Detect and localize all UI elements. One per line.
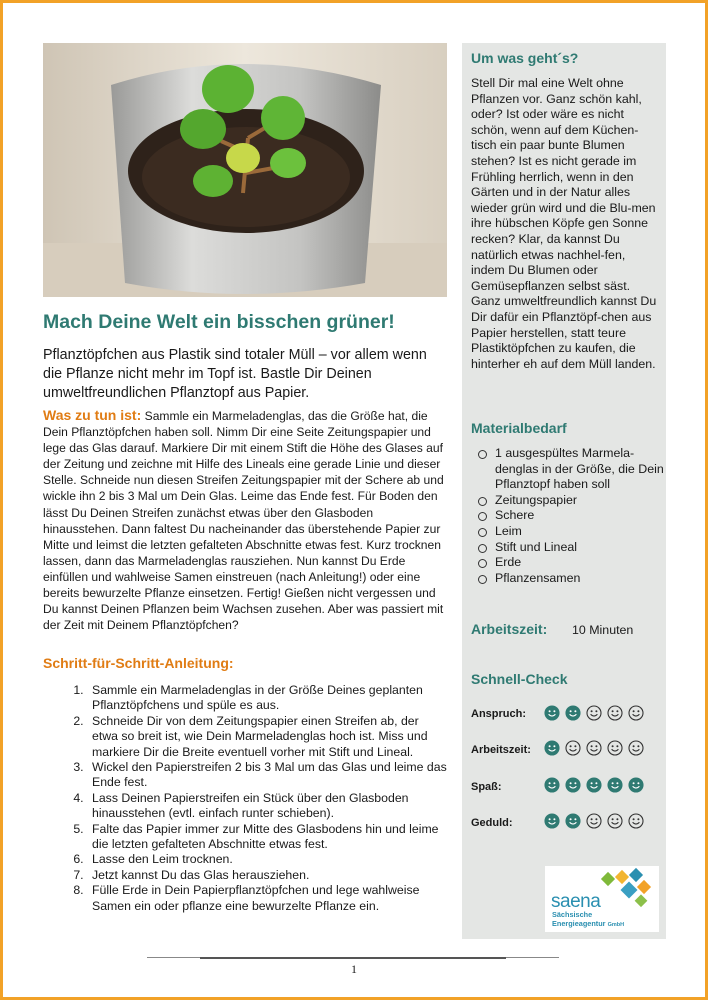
steps-list [43, 683, 447, 914]
check-rating-arbeitszeit [544, 740, 644, 756]
material-item: Leim [478, 524, 664, 540]
check-rating-spass [544, 777, 644, 793]
footer-divider-accent [200, 957, 506, 959]
material-heading: Materialbedarf [471, 420, 567, 436]
check-label-anspruch: Anspruch: [471, 708, 526, 720]
logo-line2: Energieagentur [552, 918, 606, 928]
page-title: Mach Deine Welt ein bisschen grüner! [43, 311, 395, 333]
smiley-outline-icon [628, 705, 644, 721]
check-label-arbeitszeit: Arbeitszeit: [471, 744, 531, 756]
step-item: 4. Lass Deinen Papierstreifen ein Stück über den Glasboden hinausstehen (evtl. einfach runter schieben). [87, 791, 447, 822]
about-heading: Um was geht´s? [471, 50, 579, 66]
smiley-outline-icon [607, 813, 623, 829]
intro-text: Pflanztöpfchen aus Plastik sind totaler Müll – vor allem wenn die Pflanze nicht mehr im Topf ist. Bastle Dir Deinen umweltfreundlichen Pflanztopf aus Papier. [43, 347, 427, 401]
steps-heading: Schritt-für-Schritt-Anleitung: [43, 655, 234, 671]
smiley-outline-icon [628, 740, 644, 756]
saena-logo [545, 866, 659, 932]
smiley-filled-icon [544, 813, 560, 829]
smiley-filled-icon [628, 777, 644, 793]
check-heading: Schnell-Check [471, 671, 568, 687]
material-item: Erde [478, 555, 664, 571]
smiley-outline-icon [607, 740, 623, 756]
material-item: Stift und Lineal [478, 540, 664, 556]
about-text: Stell Dir mal eine Welt ohne Pflanzen vor. Ganz schön kahl, oder? Ist oder wäre es nicht schön, wenn auf dem Küchen-tisch ein paar bunte Blumen stehen? Ist es nicht gerade im Frühling herrlich, wenn in den Gärten und in der Natur alles wieder grün wird und die Blu-men ihre hübschen Köpfe gen Sonne recken? Klar, da kannst Du natürlich etwas nachhel-fen, indem Du Blumen oder Gemüsepflanzen selbst säst. Ganz umweltfreundlich kannst Du Dir dafür ein Pflanztöpf-chen aus Papier herstellen, statt teure Plastiktöpfchen zu kaufen, die hinterher eh auf dem Müll landen. [471, 76, 657, 371]
smiley-filled-icon [565, 813, 581, 829]
smiley-filled-icon [607, 777, 623, 793]
instructions-paragraph [43, 407, 447, 633]
sidebar [462, 43, 666, 939]
what-to-do-heading: Was zu tun ist: [43, 407, 142, 423]
smiley-filled-icon [544, 777, 560, 793]
smiley-outline-icon [586, 740, 602, 756]
step-item: 5. Falte das Papier immer zur Mitte des Glasbodens hin und leime die letzten gefalteten Abschnitte etwas fest. [87, 822, 447, 853]
smiley-filled-icon [544, 705, 560, 721]
logo-name: saena [551, 891, 601, 912]
smiley-outline-icon [607, 705, 623, 721]
material-item: 1 ausgespültes Marmela-denglas in der Größe, die Dein Pflanztopf haben soll [478, 446, 664, 493]
step-item: 7. Jetzt kannst Du das Glas herausziehen. [87, 868, 447, 883]
smiley-outline-icon [628, 813, 644, 829]
worktime-label: Arbeitszeit: [471, 621, 548, 637]
step-item: 6. Lasse den Leim trocknen. [87, 852, 447, 867]
check-label-geduld: Geduld: [471, 817, 513, 829]
logo-line1: Sächsische [552, 910, 593, 919]
smiley-outline-icon [565, 740, 581, 756]
page-number: 1 [351, 962, 357, 976]
plant-pot-photo [43, 43, 447, 297]
material-item: Zeitungspapier [478, 493, 664, 509]
step-item: 2. Schneide Dir von dem Zeitungspapier einen Streifen ab, der etwa so breit ist, wie Dein Marmeladenglas hoch ist. Miss und markiere Dir die Breite eventuell vorher mit Stift und Lineal. [87, 714, 447, 760]
check-rating-anspruch [544, 705, 644, 721]
step-item: 1. Sammle ein Marmeladenglas in der Größe Deines geplanten Pflanztöpfchens und spüle es aus. [87, 683, 447, 714]
material-list [478, 446, 664, 586]
smiley-outline-icon [586, 813, 602, 829]
logo-suffix: GmbH [607, 921, 625, 928]
material-item: Schere [478, 508, 664, 524]
step-item: 8. Fülle Erde in Dein Papierpflanztöpfchen und lege wahlweise Samen ein oder pflanze eine bewurzelte Pflanze ein. [87, 883, 447, 914]
check-rating-geduld [544, 813, 644, 829]
what-to-do-text: Sammle ein Marmeladenglas, das die Größe hat, die Dein Pflanztöpfchen haben soll. Nimm Dir eine Seite Zeitungspapier und lege das Glas darauf. Markiere Dir mit einem Stift die Höhe des Glases auf der Zeitung und zeichne mit Hilfe des Lineals eine gerade Linie und dieser Stelle. Schneide nun diesen Streifen Zeitungspapier mit der Schere ab und wickle ihn 2 bis 3 Mal um Dein Glas. Leime das Ende fest. Für Boden den lässt Du Deinen Streifen zunächst etwas über den Glasboden hinausstehen. Dann faltest Du nacheinander das überstehende Papier zur Mitte und leimst die letzten gefalteten Abschnitte etwas fest. Kurz trocknen lassen, dann das Marmeladenglas rausziehen. Nun kannst Du Erde einfüllen und wahlweise Samen einstreuen (nach Anleitung!) oder eine bereits bewurzelte Pflanze einsetzen. Fertig! Gießen nicht vergessen und Du kannst Deinen Pflanzen beim Wachsen zusehen. Aber was passiert mit der Zeit mit Deinem Pflanztöpfchen? [43, 409, 444, 633]
smiley-filled-icon [586, 777, 602, 793]
smiley-filled-icon [565, 705, 581, 721]
step-item: 3. Wickel den Papierstreifen 2 bis 3 Mal um das Glas und leime das Ende fest. [87, 760, 447, 791]
check-label-spass: Spaß: [471, 781, 502, 793]
worktime-value: 10 Minuten [572, 623, 634, 637]
smiley-filled-icon [544, 740, 560, 756]
logo-subtitle [552, 911, 624, 929]
smiley-filled-icon [565, 777, 581, 793]
smiley-outline-icon [586, 705, 602, 721]
material-item: Pflanzensamen [478, 571, 664, 587]
